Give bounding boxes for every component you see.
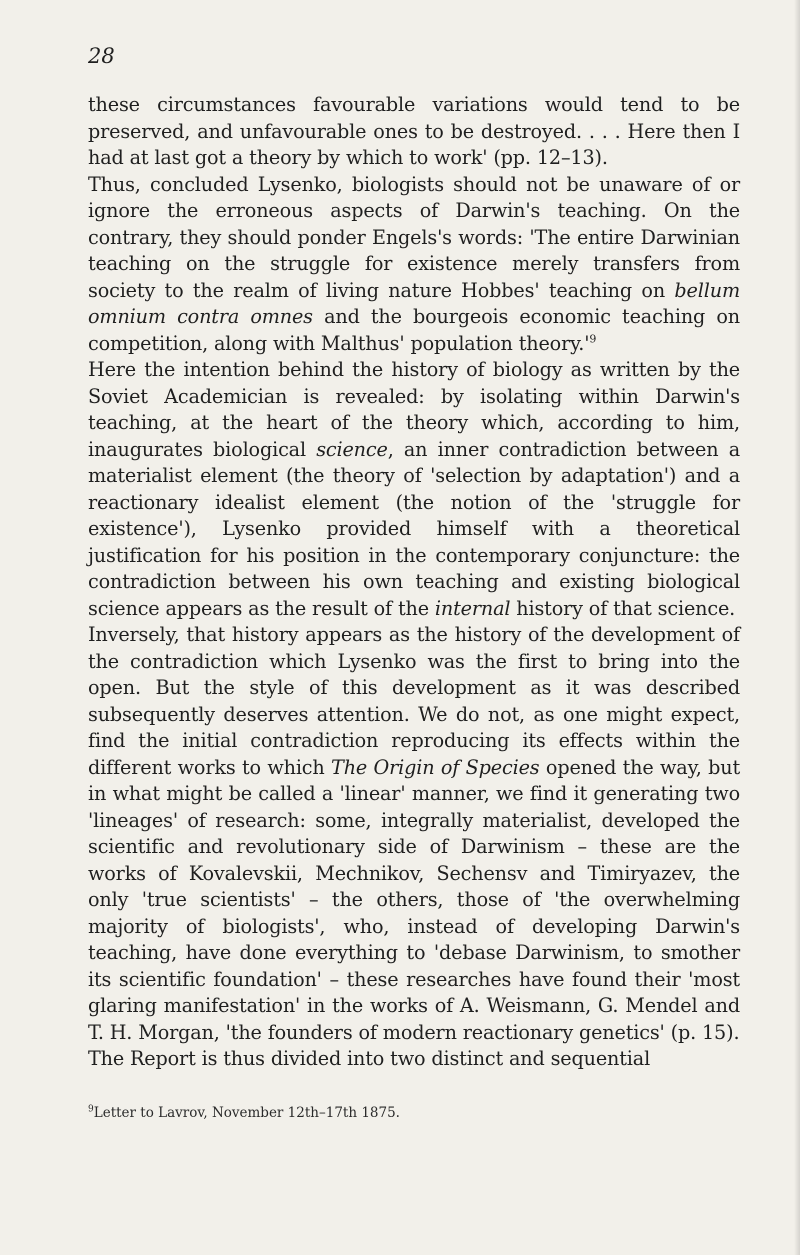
text-segment: Thus, concluded Lysenko, biologists should not be unaware of or ignore the erroneous aspects of Darwin's teaching. On the contrary, they should ponder Engels's words: 'The entire Darwinian teaching on the struggle for existence merely transfers from society to the realm of living nature Hobbes' teaching on [88, 172, 740, 302]
text-segment: , an inner contradiction between a materialist element (the theory of 'selection by adaptation') and a reactionary idealist element (the notion of the 'struggle for existence'), Lysenko provided himself with a theoretical justification for his position in the contemporary conjuncture: the contradiction between his own teaching and existing biological science appears as the result of the [88, 437, 740, 620]
text-segment: opened the way, but in what might be called a 'linear' manner, we find it generating two 'lineages' of research: some, integrally materialist, developed the scientific and revolutionary side of Darwinism – these are the works of Kovalevskii, Mechnikov, Sechensv and Timiryazev, the only 'true scientists' – the others, those of 'the overwhelming majority of biologists', who, instead of developing Darwin's teaching, have done everything to 'debase Darwinism, to smother its scientific foundation' – these researches have found their 'most glaring manifestation' in the works of A. Weismann, G. Mendel and T. H. Morgan, 'the founders of modern reactionary genetics' (p. 15). [88, 755, 741, 1044]
italic-word-science: science [316, 437, 388, 461]
paragraph-report [88, 1046, 740, 1073]
footnote-marker: 9 [88, 1104, 94, 1115]
paragraph-continuation [88, 92, 740, 172]
paragraph-engels-quote [88, 172, 740, 358]
paragraph-inversely [88, 622, 740, 1046]
text-segment: Here the intention behind the history of biology as written by the Soviet Academician is revealed: by isolating within Darwin's teaching, at the heart of the theory which, according to him, inaugurates biological [88, 358, 740, 461]
footnote [88, 1105, 400, 1121]
text-segment: Inversely, that history appears as the history of the development of the contradiction which Lysenko was the first to bring into the open. But the style of this development as it was described subsequently deserves attention. We do not, as one might expect, find the initial contradiction reproducing its effects within the different works to which [88, 623, 740, 779]
italic-phrase-bellum: bellum omnium contra omnes [88, 278, 740, 328]
page-edge-shadow [794, 0, 800, 1255]
text-segment: and the bourgeois economic teaching on competition, along with Malthus' population theory.' [88, 305, 740, 355]
footnote-reference[interactable]: 9 [589, 332, 597, 346]
page-number: 28 [88, 44, 115, 68]
footnote-text: Letter to Lavrov, November 12th–17th 1875. [93, 1105, 400, 1121]
body-text [88, 92, 740, 1073]
paragraph-intention [88, 357, 740, 622]
italic-word-internal: internal [434, 596, 511, 620]
text-segment: these circumstances favourable variations would tend to be preserved, and unfavourable ones to be destroyed. . . . Here then I had at last got a theory by which to work' (pp. 12–13). [88, 93, 740, 169]
italic-title-origin-of-species: The Origin of Species [331, 755, 540, 779]
text-segment: The Report is thus divided into two distinct and sequential [88, 1047, 651, 1070]
text-segment: history of that science. [510, 596, 736, 620]
